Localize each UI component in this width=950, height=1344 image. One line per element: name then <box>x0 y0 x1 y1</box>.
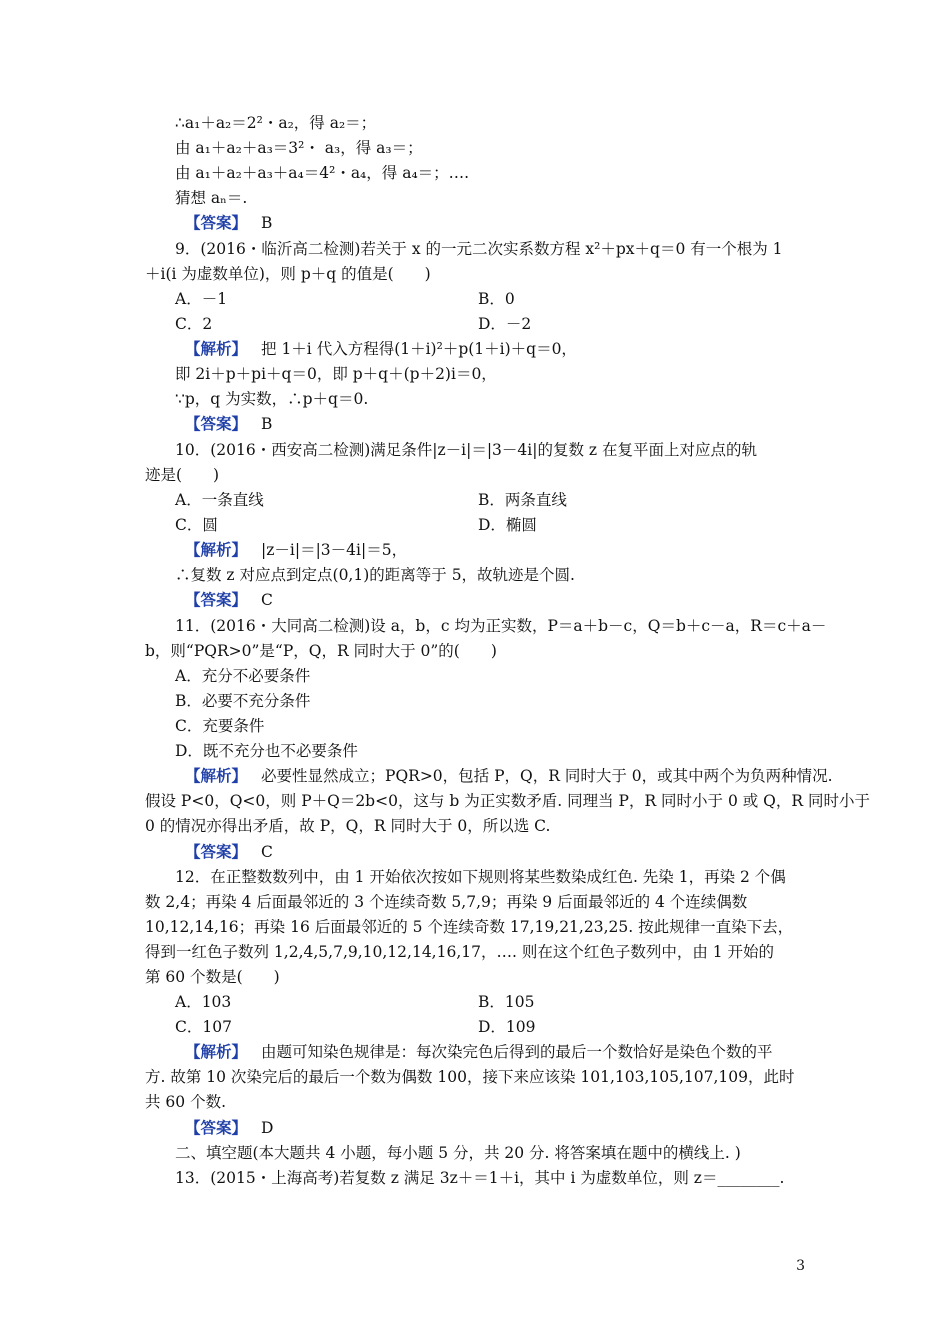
text-line <box>145 791 870 811</box>
answer-tag: 【答案】 <box>185 590 248 609</box>
text-line <box>145 892 747 912</box>
line-text: 由 a₁＋a₂＋a₃＋a₄＝4²・a₄，得 a₄＝；…. <box>175 164 470 182</box>
text-line <box>185 1118 273 1138</box>
text-line <box>145 942 774 962</box>
line-text: 共 60 个数. <box>145 1093 227 1111</box>
line-text: B．0 <box>478 290 515 308</box>
line-text: C．2 <box>175 315 213 333</box>
answer-tag: 【解析】 <box>185 339 248 358</box>
text-line <box>185 590 273 610</box>
text-line <box>175 163 469 183</box>
answer-tag: 【解析】 <box>185 766 248 785</box>
line-text: A．一条直线 <box>175 491 264 509</box>
line-text: ∴复数 z 对应点到定点(0,1)的距离等于 5，故轨迹是个圆. <box>175 566 575 584</box>
text-line <box>175 716 264 736</box>
page-number: 3 <box>796 1258 805 1274</box>
line-text: 由 a₁＋a₂＋a₃＝3²・ a₃，得 a₃＝； <box>175 139 423 157</box>
line-text: A．103 <box>175 993 232 1011</box>
text-line <box>175 1143 741 1163</box>
option-item <box>478 1017 536 1037</box>
line-text: 数 2,4；再染 4 后面最邻近的 3 个连续奇数 5,7,9；再染 9 后面最邻近的 4 个连续偶数 <box>145 893 748 911</box>
text-line <box>145 1092 226 1112</box>
text-line <box>145 816 550 836</box>
option-item <box>478 992 534 1012</box>
option-item <box>478 490 567 510</box>
text-line <box>185 1042 773 1062</box>
line-text: 由题可知染色规律是：每次染完色后得到的最后一个数恰好是染色个数的平 <box>261 1043 773 1061</box>
text-line <box>175 440 757 460</box>
line-text: |z－i|＝|3－4i|＝5， <box>261 541 408 559</box>
line-text: B．105 <box>478 993 535 1011</box>
text-line <box>145 465 219 485</box>
line-text: b，则“PQR>0”是“P，Q，R 同时大于 0”的( ) <box>145 642 497 660</box>
text-line <box>175 741 358 761</box>
line-text: A．充分不必要条件 <box>175 667 311 685</box>
text-line <box>185 213 272 233</box>
text-line <box>175 364 497 384</box>
line-text: 把 1＋i 代入方程得(1＋i)²＋p(1＋i)＋q＝0， <box>261 340 577 358</box>
line-text: D．既不充分也不必要条件 <box>175 742 358 760</box>
answer-tag: 【解析】 <box>185 1042 248 1061</box>
line-text: C．圆 <box>175 516 218 534</box>
option-item <box>175 490 264 510</box>
text-line <box>175 113 376 133</box>
answer-tag: 【答案】 <box>185 1118 248 1137</box>
line-text: B．必要不充分条件 <box>175 692 311 710</box>
text-line <box>185 842 273 862</box>
line-text: B <box>261 214 273 232</box>
line-text: D．椭圆 <box>478 516 537 534</box>
line-text: D．－2 <box>478 315 532 333</box>
line-text: 迹是( ) <box>145 466 220 484</box>
line-text: 得到一红色子数列 1,2,4,5,7,9,10,12,14,16,17，…. 则在这个红色子数列中，由 1 开始的 <box>145 943 775 961</box>
line-text: A．－1 <box>175 290 228 308</box>
text-line <box>175 616 826 636</box>
line-text: 假设 P<0，Q<0，则 P＋Q＝2b<0，这与 b 为正实数矛盾. 同理当 P，R 同时小于 0 或 Q，R 同时小于 <box>145 792 870 810</box>
text-line <box>175 138 423 158</box>
text-line <box>175 691 310 711</box>
line-text: ∴a₁＋a₂＝2²・a₂，得 a₂＝； <box>175 114 377 132</box>
line-text: 二、填空题(本大题共 4 小题，每小题 5 分，共 20 分. 将答案填在题中的横线上. ) <box>175 1144 741 1162</box>
line-text: 10．(2016・西安高二检测)满足条件|z－i|＝|3－4i|的复数 z 在复平面上对应点的轨 <box>175 441 757 459</box>
line-text: 10,12,14,16；再染 16 后面最邻近的 5 个连续奇数 17,19,21,23,25. 按此规律一直染下去， <box>145 918 794 936</box>
line-text: 13．(2015・上海高考)若复数 z 满足 3z＋＝1＋i，其中 i 为虚数单位，则 z＝________. <box>175 1169 785 1187</box>
line-text: 0 的情况亦得出矛盾，故 P，Q，R 同时大于 0，所以选 C. <box>145 817 551 835</box>
text-line <box>175 389 368 409</box>
line-text: 必要性显然成立；PQR>0，包括 P，Q，R 同时大于 0，或其中两个为负两种情况. <box>261 767 833 785</box>
text-line <box>145 917 793 937</box>
text-line <box>145 641 497 661</box>
answer-tag: 【解析】 <box>185 540 248 559</box>
line-text: ＋i(i 为虚数单位)，则 p＋q 的值是( ) <box>145 265 431 283</box>
line-text: 12．在正整数数列中，由 1 开始依次按如下规则将某些数染成红色. 先染 1，再染 2 个偶 <box>175 868 786 886</box>
line-text: C <box>261 591 273 609</box>
line-text: 即 2i＋p＋pi＋q＝0，即 p＋q＋(p＋2)i＝0， <box>175 365 497 383</box>
option-item <box>175 289 227 309</box>
answer-tag: 【答案】 <box>185 842 248 861</box>
line-text: D <box>261 1119 274 1137</box>
option-item <box>175 314 212 334</box>
line-text: ∵p，q 为实数，∴p＋q＝0. <box>175 390 369 408</box>
text-line <box>175 1168 784 1188</box>
answer-tag: 【答案】 <box>185 414 248 433</box>
line-text: C <box>261 843 273 861</box>
option-item <box>175 515 218 535</box>
text-line <box>145 1067 795 1087</box>
text-line <box>185 414 272 434</box>
line-text: 第 60 个数是( ) <box>145 968 280 986</box>
line-text: 方. 故第 10 次染完后的最后一个数为偶数 100，接下来应该染 101,103,105,107,109，此时 <box>145 1068 795 1086</box>
answer-tag: 【答案】 <box>185 213 248 232</box>
option-item <box>175 1017 232 1037</box>
line-text: 猜想 aₙ＝. <box>175 189 248 207</box>
option-item <box>478 314 531 334</box>
line-text: 9．(2016・临沂高二检测)若关于 x 的一元二次实系数方程 x²＋px＋q＝0 有一个根为 1 <box>175 240 783 258</box>
option-item <box>175 992 231 1012</box>
text-line <box>175 867 786 887</box>
text-line <box>175 565 575 585</box>
line-text: B．两条直线 <box>478 491 567 509</box>
text-line <box>145 264 431 284</box>
text-line <box>175 666 310 686</box>
option-item <box>478 289 515 309</box>
text-line <box>175 239 783 259</box>
text-line <box>185 766 833 786</box>
option-item <box>478 515 537 535</box>
line-text: D．109 <box>478 1018 536 1036</box>
text-line <box>145 967 280 987</box>
line-text: C．107 <box>175 1018 232 1036</box>
line-text: C．充要条件 <box>175 717 265 735</box>
line-text: B <box>261 415 273 433</box>
line-text: 11．(2016・大同高二检测)设 a，b，c 均为正实数，P＝a＋b－c，Q＝b＋c－a，R＝c＋a－ <box>175 617 827 635</box>
text-line <box>175 188 247 208</box>
text-line <box>185 339 577 359</box>
text-line <box>185 540 407 560</box>
